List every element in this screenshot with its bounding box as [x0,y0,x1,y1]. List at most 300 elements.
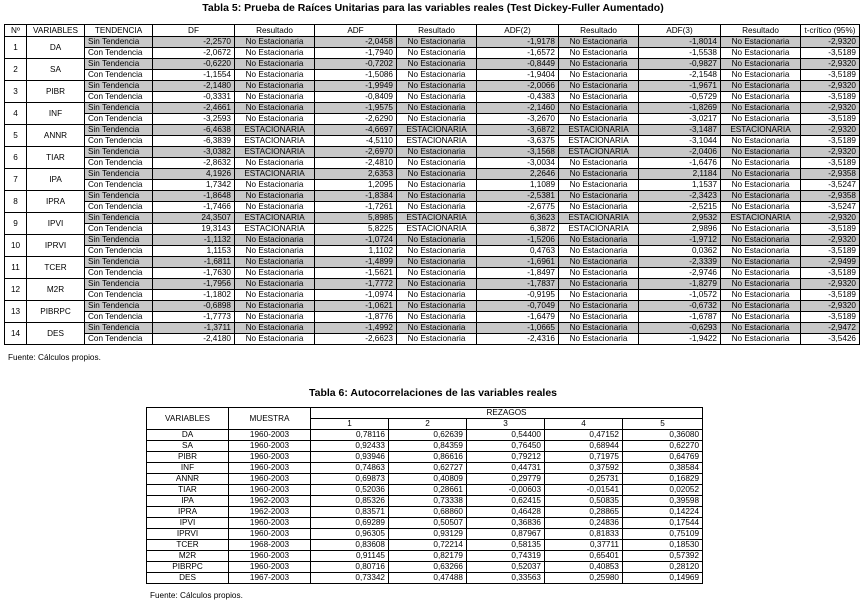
value-cell: -3,1487 [639,125,721,136]
value-cell: -2,5215 [639,202,721,213]
value-cell: 5,8985 [315,213,397,224]
header-variables: VARIABLES [147,408,229,430]
autocorrelation-value: 0,52037 [467,562,545,573]
result-cell: No Estacionaria [235,334,315,345]
result-cell: No Estacionaria [235,290,315,301]
autocorrelation-value: 0,92433 [311,441,389,452]
table-row [147,551,703,562]
autocorrelation-value: 0,83571 [311,507,389,518]
value-cell: -1,6961 [477,257,559,268]
table-row [147,529,703,540]
result-cell: No Estacionaria [721,37,801,48]
autocorrelation-value: -0,01541 [545,485,623,496]
variable-name: DA [147,430,229,441]
result-cell: No Estacionaria [235,202,315,213]
sample-period: 1960-2003 [229,441,311,452]
result-cell: No Estacionaria [559,70,639,81]
table-row [147,463,703,474]
value-cell: -3,5189 [801,136,860,147]
value-cell: -6,3839 [153,136,235,147]
value-cell: -3,5189 [801,92,860,103]
result-cell: No Estacionaria [559,246,639,257]
sample-period: 1960-2003 [229,485,311,496]
table-row [5,301,860,312]
result-cell: ESTACIONARIA [235,147,315,158]
result-cell: No Estacionaria [397,48,477,59]
value-cell: -1,5621 [315,268,397,279]
table6-source: Fuente: Cálculos propios. [150,591,243,600]
value-cell: -2,8632 [153,158,235,169]
table-row [5,37,860,48]
result-cell: No Estacionaria [397,59,477,70]
table-row [5,48,860,59]
value-cell: -3,0382 [153,147,235,158]
result-cell: No Estacionaria [397,334,477,345]
value-cell: -1,9422 [639,334,721,345]
value-cell: -1,8014 [639,37,721,48]
variable-name: DES [27,323,85,345]
unit-root-table [4,24,860,345]
result-cell: No Estacionaria [235,323,315,334]
trend-cell: Con Tendencia [85,136,153,147]
result-cell: No Estacionaria [397,191,477,202]
value-cell: -0,6898 [153,301,235,312]
result-cell: No Estacionaria [397,301,477,312]
value-cell: 2,9532 [639,213,721,224]
result-cell: No Estacionaria [397,169,477,180]
result-cell: No Estacionaria [397,323,477,334]
value-cell: -1,4899 [315,257,397,268]
autocorrelation-value: 0,76450 [467,441,545,452]
result-cell: ESTACIONARIA [235,169,315,180]
table5-header-cell: Resultado [397,25,477,37]
value-cell: -1,0974 [315,290,397,301]
table-row [147,496,703,507]
row-number: 11 [5,257,27,279]
variable-name: TCER [27,257,85,279]
table5-source: Fuente: Cálculos propios. [8,353,101,362]
result-cell: No Estacionaria [397,180,477,191]
table-row [5,246,860,257]
result-cell: No Estacionaria [721,235,801,246]
value-cell: 4,1926 [153,169,235,180]
lag-header: 3 [467,419,545,430]
result-cell: No Estacionaria [721,191,801,202]
result-cell: No Estacionaria [721,268,801,279]
result-cell: No Estacionaria [721,48,801,59]
result-cell: ESTACIONARIA [397,224,477,235]
variable-name: INF [27,103,85,125]
value-cell: -1,0621 [315,301,397,312]
value-cell: -1,1802 [153,290,235,301]
value-cell: -2,4661 [153,103,235,114]
row-number: 13 [5,301,27,323]
value-cell: -2,9472 [801,323,860,334]
autocorrelation-value: 0,64769 [623,452,703,463]
result-cell: No Estacionaria [235,81,315,92]
value-cell: -0,5729 [639,92,721,103]
autocorrelation-value: 0,29779 [467,474,545,485]
result-cell: No Estacionaria [397,268,477,279]
autocorrelation-value: 0,50507 [389,518,467,529]
autocorrelation-value: 0,69873 [311,474,389,485]
table-row [5,125,860,136]
result-cell: No Estacionaria [559,103,639,114]
result-cell: No Estacionaria [559,37,639,48]
result-cell: No Estacionaria [397,257,477,268]
result-cell: No Estacionaria [721,257,801,268]
result-cell: No Estacionaria [235,180,315,191]
result-cell: No Estacionaria [235,114,315,125]
sample-period: 1968-2003 [229,540,311,551]
result-cell: No Estacionaria [721,103,801,114]
result-cell: No Estacionaria [235,37,315,48]
table-row [147,452,703,463]
value-cell: -1,9178 [477,37,559,48]
value-cell: 2,2646 [477,169,559,180]
value-cell: -3,5247 [801,202,860,213]
table-row [5,202,860,213]
variable-name: IPRVI [147,529,229,540]
value-cell: 1,1153 [153,246,235,257]
table6-title: Tabla 6: Autocorrelaciones de las variables reales [308,387,558,399]
result-cell: No Estacionaria [559,334,639,345]
value-cell: -1,8384 [315,191,397,202]
autocorrelation-value: 0,37592 [545,463,623,474]
result-cell: No Estacionaria [559,323,639,334]
value-cell: -3,5189 [801,114,860,125]
value-cell: -3,5189 [801,246,860,257]
value-cell: -1,5086 [315,70,397,81]
value-cell: -1,7261 [315,202,397,213]
value-cell: -1,4992 [315,323,397,334]
value-cell: -0,8409 [315,92,397,103]
autocorrelation-value: 0,87967 [467,529,545,540]
value-cell: -2,9320 [801,301,860,312]
table-row [5,213,860,224]
autocorrelation-value: 0,33563 [467,573,545,584]
autocorrelation-value: 0,28120 [623,562,703,573]
sample-period: 1960-2003 [229,452,311,463]
result-cell: No Estacionaria [721,147,801,158]
value-cell: -1,5206 [477,235,559,246]
table-row [5,114,860,125]
result-cell: No Estacionaria [559,114,639,125]
result-cell: No Estacionaria [397,147,477,158]
autocorrelation-value: 0,39598 [623,496,703,507]
result-cell: No Estacionaria [235,268,315,279]
result-cell: No Estacionaria [721,92,801,103]
table5-header-cell: Resultado [559,25,639,37]
result-cell: No Estacionaria [397,114,477,125]
variable-name: SA [147,441,229,452]
value-cell: -1,3711 [153,323,235,334]
value-cell: -2,0672 [153,48,235,59]
trend-cell: Con Tendencia [85,180,153,191]
result-cell: No Estacionaria [559,169,639,180]
autocorrelation-value: 0,72214 [389,540,467,551]
result-cell: ESTACIONARIA [559,213,639,224]
table-row [147,573,703,584]
value-cell: -0,7049 [477,301,559,312]
table5-header-cell: VARIABLES [27,25,85,37]
value-cell: -1,7773 [153,312,235,323]
result-cell: No Estacionaria [559,279,639,290]
value-cell: 1,1102 [315,246,397,257]
sample-period: 1960-2003 [229,529,311,540]
table-row [5,81,860,92]
table5-header-cell: Resultado [721,25,801,37]
trend-cell: Sin Tendencia [85,147,153,158]
variable-name: TIAR [27,147,85,169]
value-cell: -1,9949 [315,81,397,92]
table-row [5,235,860,246]
value-cell: 1,1089 [477,180,559,191]
trend-cell: Sin Tendencia [85,257,153,268]
result-cell: ESTACIONARIA [721,213,801,224]
value-cell: -2,0066 [477,81,559,92]
result-cell: No Estacionaria [721,290,801,301]
value-cell: -3,5189 [801,70,860,81]
result-cell: No Estacionaria [559,48,639,59]
trend-cell: Sin Tendencia [85,103,153,114]
value-cell: -0,6293 [639,323,721,334]
result-cell: No Estacionaria [559,92,639,103]
value-cell: -2,2570 [153,37,235,48]
value-cell: -0,6220 [153,59,235,70]
autocorrelation-value: 0,71975 [545,452,623,463]
row-number: 1 [5,37,27,59]
result-cell: No Estacionaria [235,246,315,257]
value-cell: -2,4180 [153,334,235,345]
result-cell: No Estacionaria [397,235,477,246]
table-row [5,169,860,180]
variable-name: TIAR [147,485,229,496]
autocorrelation-value: 0,63266 [389,562,467,573]
value-cell: -2,6290 [315,114,397,125]
result-cell: No Estacionaria [559,290,639,301]
value-cell: -3,5189 [801,48,860,59]
table5-header-cell: ADF [315,25,397,37]
value-cell: -0,4383 [477,92,559,103]
variable-name: IPVI [27,213,85,235]
value-cell: -1,6572 [477,48,559,59]
autocorrelation-value: 0,84359 [389,441,467,452]
result-cell: No Estacionaria [721,224,801,235]
result-cell: No Estacionaria [721,312,801,323]
result-cell: No Estacionaria [235,59,315,70]
value-cell: -3,6872 [477,125,559,136]
value-cell: -1,0665 [477,323,559,334]
value-cell: -2,6775 [477,202,559,213]
result-cell: No Estacionaria [397,290,477,301]
trend-cell: Sin Tendencia [85,235,153,246]
value-cell: -3,2593 [153,114,235,125]
result-cell: No Estacionaria [559,268,639,279]
table-row [5,257,860,268]
table5-header-cell: Nº [5,25,27,37]
result-cell: No Estacionaria [559,301,639,312]
trend-cell: Sin Tendencia [85,279,153,290]
value-cell: 6,3872 [477,224,559,235]
autocorrelation-value: 0,73342 [311,573,389,584]
autocorrelation-value: 0,16829 [623,474,703,485]
value-cell: -0,7202 [315,59,397,70]
autocorrelation-value: 0,62639 [389,430,467,441]
value-cell: -0,8449 [477,59,559,70]
result-cell: ESTACIONARIA [235,136,315,147]
value-cell: -3,5189 [801,290,860,301]
value-cell: -1,9671 [639,81,721,92]
result-cell: No Estacionaria [721,279,801,290]
autocorrelation-value: 0,40809 [389,474,467,485]
value-cell: -1,0572 [639,290,721,301]
autocorrelation-value: 0,62727 [389,463,467,474]
value-cell: -2,9320 [801,147,860,158]
autocorrelation-value: 0,24836 [545,518,623,529]
table-row [147,507,703,518]
result-cell: No Estacionaria [721,136,801,147]
value-cell: -1,8279 [639,279,721,290]
value-cell: -2,9320 [801,81,860,92]
table-row [5,92,860,103]
autocorrelation-value: 0,25731 [545,474,623,485]
table5-header-cell: Resultado [235,25,315,37]
result-cell: ESTACIONARIA [235,125,315,136]
sample-period: 1960-2003 [229,430,311,441]
value-cell: 2,1184 [639,169,721,180]
value-cell: -2,0406 [639,147,721,158]
table-row [5,59,860,70]
autocorrelation-value: 0,38584 [623,463,703,474]
autocorrelation-value: -0,00603 [467,485,545,496]
autocorrelation-value: 0,81833 [545,529,623,540]
result-cell: No Estacionaria [721,301,801,312]
autocorrelation-value: 0,62270 [623,441,703,452]
table-row [5,191,860,202]
value-cell: -2,9746 [639,268,721,279]
result-cell: No Estacionaria [397,312,477,323]
trend-cell: Sin Tendencia [85,81,153,92]
row-number: 4 [5,103,27,125]
value-cell: -0,3331 [153,92,235,103]
result-cell: No Estacionaria [721,59,801,70]
table-row [5,103,860,114]
row-number: 9 [5,213,27,235]
variable-name: TCER [147,540,229,551]
result-cell: No Estacionaria [559,312,639,323]
value-cell: -2,9320 [801,37,860,48]
result-cell: No Estacionaria [397,37,477,48]
row-number: 14 [5,323,27,345]
autocorrelation-value: 0,58135 [467,540,545,551]
value-cell: -1,6787 [639,312,721,323]
value-cell: 24,3507 [153,213,235,224]
result-cell: No Estacionaria [559,257,639,268]
autocorrelation-value: 0,14224 [623,507,703,518]
autocorrelation-value: 0,93129 [389,529,467,540]
value-cell: 5,8225 [315,224,397,235]
value-cell: -3,2670 [477,114,559,125]
result-cell: No Estacionaria [559,81,639,92]
sample-period: 1960-2003 [229,474,311,485]
trend-cell: Sin Tendencia [85,125,153,136]
value-cell: -1,9712 [639,235,721,246]
result-cell: ESTACIONARIA [559,224,639,235]
value-cell: 19,3143 [153,224,235,235]
autocorrelation-value: 0,28865 [545,507,623,518]
table-row [147,441,703,452]
value-cell: -1,1554 [153,70,235,81]
variable-name: PIBR [147,452,229,463]
table-row [147,430,703,441]
result-cell: No Estacionaria [235,158,315,169]
result-cell: No Estacionaria [721,70,801,81]
value-cell: -3,5189 [801,158,860,169]
result-cell: No Estacionaria [235,312,315,323]
value-cell: 0,4763 [477,246,559,257]
result-cell: No Estacionaria [235,235,315,246]
variable-name: PIBR [27,81,85,103]
table5-header-cell: TENDENCIA [85,25,153,37]
value-cell: -1,6479 [477,312,559,323]
value-cell: -2,1460 [477,103,559,114]
autocorrelation-value: 0,02052 [623,485,703,496]
value-cell: -2,9320 [801,59,860,70]
autocorrelation-value: 0,50835 [545,496,623,507]
result-cell: No Estacionaria [397,158,477,169]
value-cell: 1,7342 [153,180,235,191]
result-cell: ESTACIONARIA [721,125,801,136]
result-cell: ESTACIONARIA [397,136,477,147]
trend-cell: Con Tendencia [85,48,153,59]
result-cell: No Estacionaria [721,180,801,191]
value-cell: -2,9320 [801,213,860,224]
lag-header: 1 [311,419,389,430]
autocorrelation-value: 0,79212 [467,452,545,463]
trend-cell: Sin Tendencia [85,301,153,312]
autocorrelation-value: 0,47152 [545,430,623,441]
value-cell: -1,7837 [477,279,559,290]
table5-header-row [5,25,860,37]
autocorrelation-value: 0,54400 [467,430,545,441]
value-cell: -1,5538 [639,48,721,59]
trend-cell: Sin Tendencia [85,59,153,70]
variable-name: PIBRPC [147,562,229,573]
result-cell: ESTACIONARIA [559,136,639,147]
sample-period: 1962-2003 [229,507,311,518]
autocorrelation-value: 0,62415 [467,496,545,507]
variable-name: IPA [27,169,85,191]
autocorrelation-value: 0,36836 [467,518,545,529]
value-cell: -3,0217 [639,114,721,125]
result-cell: No Estacionaria [559,191,639,202]
variable-name: IPRVI [27,235,85,257]
row-number: 6 [5,147,27,169]
trend-cell: Sin Tendencia [85,169,153,180]
result-cell: ESTACIONARIA [559,147,639,158]
autocorrelation-value: 0,69289 [311,518,389,529]
value-cell: -3,0034 [477,158,559,169]
value-cell: -4,5110 [315,136,397,147]
lag-header: 2 [389,419,467,430]
result-cell: No Estacionaria [235,92,315,103]
autocorrelation-value: 0,40853 [545,562,623,573]
result-cell: No Estacionaria [721,114,801,125]
sample-period: 1967-2003 [229,573,311,584]
sample-period: 1962-2003 [229,496,311,507]
autocorrelation-value: 0,91145 [311,551,389,562]
